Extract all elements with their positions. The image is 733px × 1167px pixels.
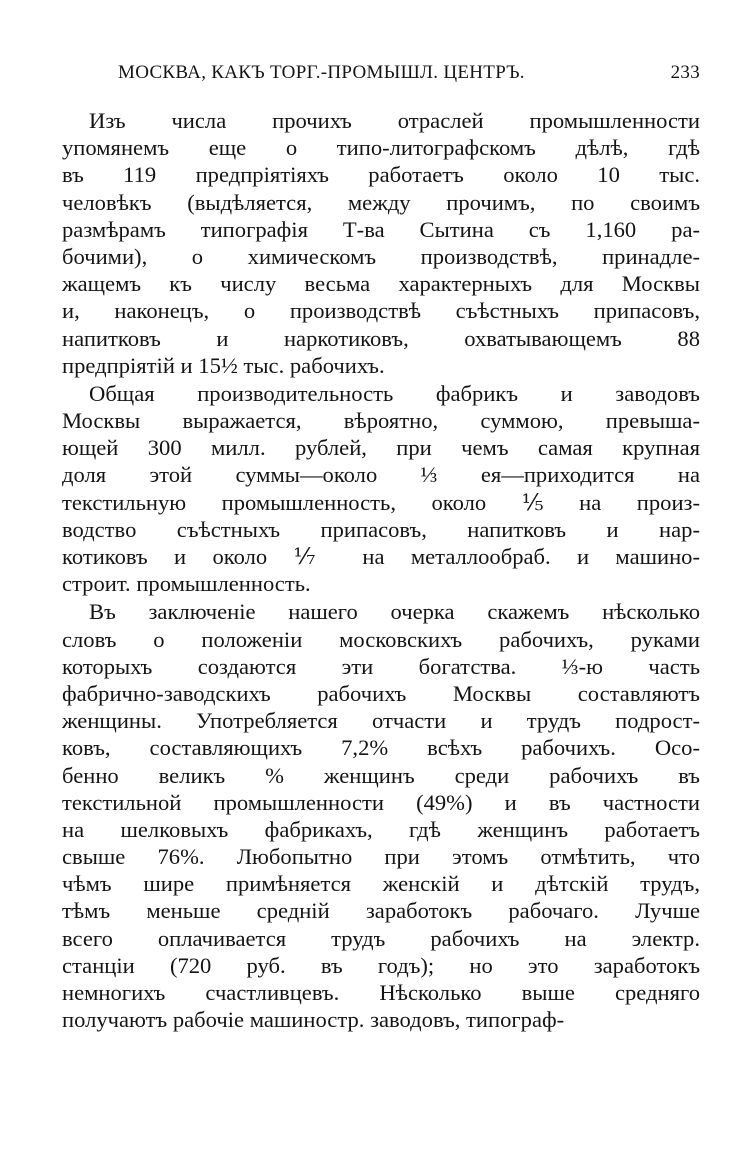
text-line: на шелковыхъ фабрикахъ, гдѣ женщинъ работаетъ [62,816,700,842]
text-line: въ 119 предпріятіяхъ работаетъ около 10 тыс. [62,162,700,188]
text-line: чѣмъ шире примѣняется женскій и дѣтскій трудъ, [62,871,700,897]
text-line: получаютъ рабочіе машиностр. заводовъ, типограф- [62,1007,565,1033]
paragraph [62,380,700,598]
text-line: Въ заключеніе нашего очерка скажемъ нѣсколько [89,599,700,625]
text-line: бенно великъ % женщинъ среди рабочихъ въ [62,762,700,788]
body-text [62,107,700,1033]
text-line: свыше 76%. Любопытно при этомъ отмѣтить, что [62,844,700,870]
text-line: человѣкъ (выдѣляется, между прочимъ, по своимъ [62,189,700,215]
text-line: немногихъ счастливцевъ. Нѣсколько выше средняго [62,980,700,1005]
text-line: доля этой суммы—около ⅓ ея—приходится на [62,462,700,488]
text-line: станціи (720 руб. въ годъ); но это заработокъ [62,952,700,978]
text-line: жащемъ къ числу весьма характерныхъ для Москвы [62,271,700,297]
text-line: Москвы выражается, вѣроятно, суммою, превыша- [62,408,700,434]
text-line: строит. промышленность. [62,571,311,597]
text-line: тѣмъ меньше средній заработокъ рабочаго. Лучше [62,898,700,924]
text-line: ющей 300 милл. рублей, при чемъ самая крупная [62,435,700,461]
paragraph [62,107,700,379]
running-head [118,58,700,88]
page-number: 233 [670,62,700,83]
text-line: размѣрамъ типографія Т-ва Сытина съ 1,160 ра- [62,216,700,242]
text-line: упомянемъ еще о типо-литографскомъ дѣлѣ, гдѣ [62,135,700,161]
text-line: предпріятій и 15½ тыс. рабочихъ. [62,352,385,378]
text-line: которыхъ создаются эти богатства. ⅓-ю часть [62,653,700,679]
text-line: котиковъ и около ⅐ на металлообраб. и машино- [62,544,700,569]
text-line: женщины. Употребляется отчасти и трудъ подрост- [62,708,700,734]
paragraph [62,598,700,1033]
text-line: всего оплачивается трудъ рабочихъ на электр. [62,925,700,951]
text-line: фабрично-заводскихъ рабочихъ Москвы составляютъ [62,680,700,706]
text-line: Общая производительность фабрикъ и заводовъ [89,380,700,406]
text-line: и, наконецъ, о производствѣ съѣстныхъ припасовъ, [62,298,700,324]
text-line: водство съѣстныхъ припасовъ, напитковъ и нар- [62,516,700,542]
text-line: текстильную промышленность, около ⅕ на произ- [62,489,700,515]
text-line: словъ о положеніи московскихъ рабочихъ, руками [62,626,700,652]
text-line: текстильной промышленности (49%) и въ частности [62,789,700,815]
text-line: напитковъ и наркотиковъ, охватывающемъ 88 [62,325,700,351]
text-line: ковъ, составляющихъ 7,2% всѣхъ рабочихъ. Осо- [62,735,700,761]
running-head-title: МОСКВА, КАКЪ ТОРГ.-ПРОМЫШЛ. ЦЕНТРЪ. [118,62,525,83]
text-line: Изъ числа прочихъ отраслей промышленности [89,108,700,133]
text-line: бочими), о химическомъ производствѣ, принадле- [62,243,700,269]
